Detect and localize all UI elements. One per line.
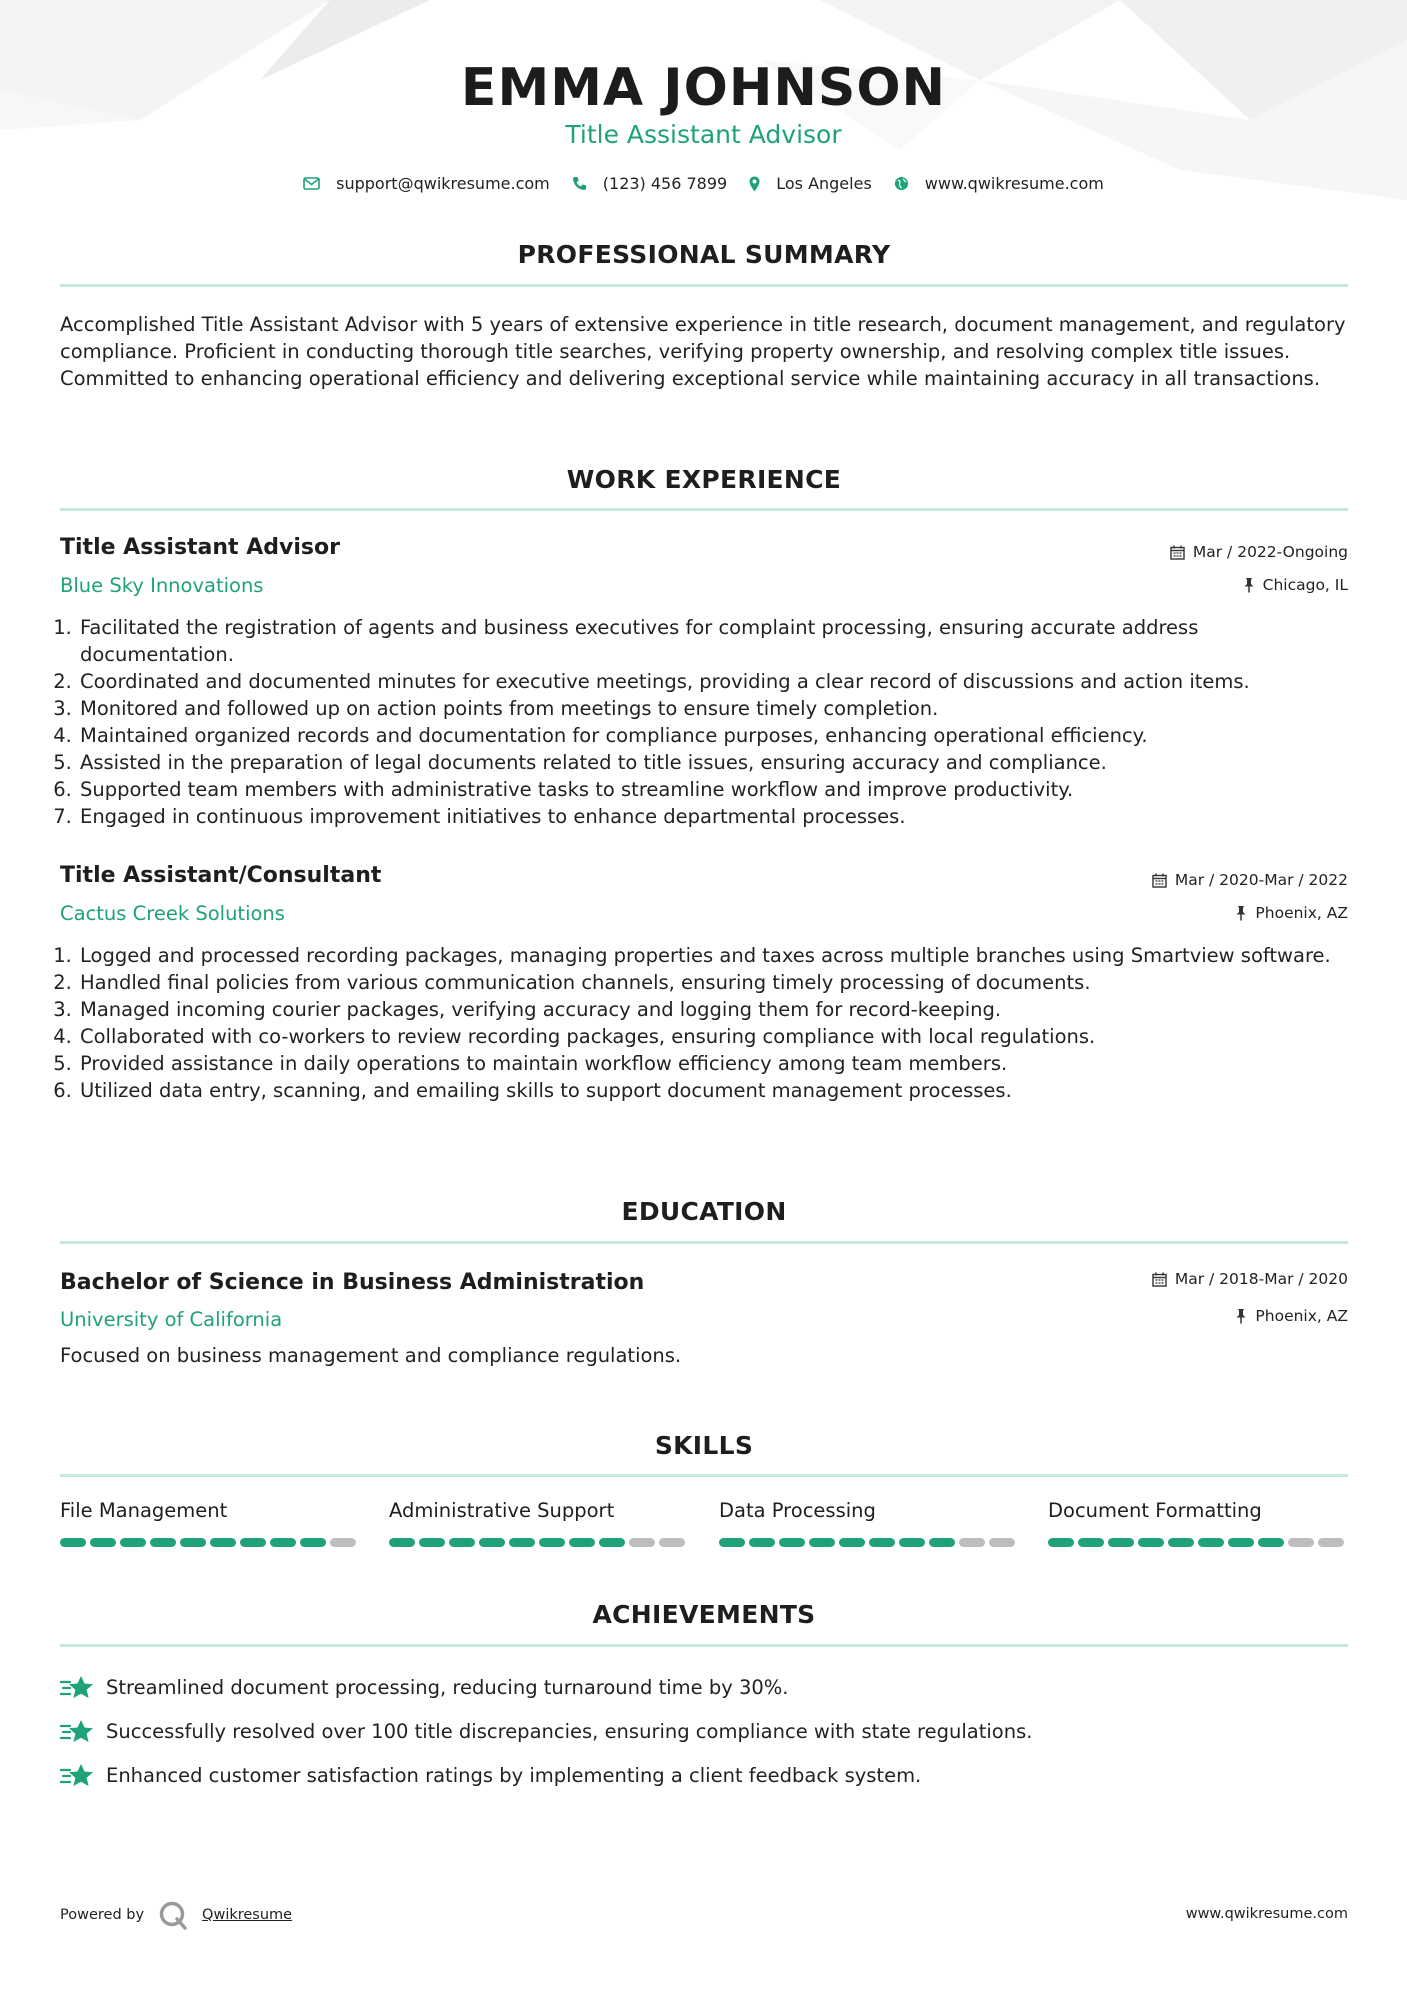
- candidate-name: EMMA JOHNSON: [460, 58, 947, 118]
- summary-heading: PROFESSIONAL SUMMARY: [517, 240, 891, 269]
- website-text: www.qwikresume.com: [924, 174, 1104, 193]
- qwikresume-logo-icon: [158, 1900, 188, 1930]
- skill-item: [1048, 1499, 1348, 1547]
- phone-text: (123) 456 7899: [602, 174, 728, 193]
- skill-level-segment-filled: [599, 1538, 625, 1547]
- skill-level-segment-filled: [270, 1538, 296, 1547]
- footer-website[interactable]: www.qwikresume.com: [1185, 1906, 1348, 1922]
- skill-level-segment-filled: [389, 1538, 415, 1547]
- achievement-text: Streamlined document processing, reducing turnaround time by 30%.: [106, 1675, 789, 1699]
- skill-level-segment-filled: [1228, 1538, 1254, 1547]
- list-item: 4. Maintained organized records and documentation for compliance purposes, enhancing operational efficiency.: [78, 722, 1348, 749]
- achievement-item: [60, 1674, 789, 1700]
- skill-name: File Management: [60, 1499, 228, 1522]
- skill-level-segment-filled: [1138, 1538, 1164, 1547]
- envelope-icon: [303, 177, 320, 190]
- job-dates-text: Mar / 2020-Mar / 2022: [1174, 871, 1348, 889]
- skill-level-segment-empty: [1318, 1538, 1344, 1547]
- skill-level-segment-filled: [449, 1538, 475, 1547]
- education-description: Focused on business management and compliance regulations.: [60, 1344, 682, 1367]
- skill-level-segment-filled: [60, 1538, 86, 1547]
- skill-level-segment-empty: [330, 1538, 356, 1547]
- list-item: 2. Handled final policies from various communication channels, ensuring timely processing of documents.: [78, 969, 1348, 996]
- skill-level-segment-filled: [929, 1538, 955, 1547]
- experience-heading: WORK EXPERIENCE: [566, 465, 842, 494]
- job-location-text: Phoenix, AZ: [1255, 904, 1348, 922]
- skill-level-segment-filled: [300, 1538, 326, 1547]
- skill-level-segment-filled: [839, 1538, 865, 1547]
- footer-powered-by: [60, 1900, 292, 1930]
- skill-level-segment-filled: [90, 1538, 116, 1547]
- location-text: Los Angeles: [776, 174, 872, 193]
- achievements-heading: ACHIEVEMENTS: [592, 1600, 816, 1629]
- achievement-text: Successfully resolved over 100 title discrepancies, ensuring compliance with state regulations.: [106, 1719, 1033, 1743]
- job-responsibilities: [60, 614, 1348, 830]
- list-item: 5. Assisted in the preparation of legal documents related to title issues, ensuring accuracy and compliance.: [78, 749, 1348, 776]
- skills-list: [60, 1499, 1348, 1559]
- skill-level-segment-empty: [629, 1538, 655, 1547]
- skill-name: Data Processing: [719, 1499, 876, 1522]
- skill-level-segment-filled: [1108, 1538, 1134, 1547]
- contact-website[interactable]: [894, 174, 1104, 193]
- skill-level-segment-filled: [1168, 1538, 1194, 1547]
- school-name: University of California: [60, 1308, 283, 1331]
- skill-level-segment-filled: [180, 1538, 206, 1547]
- summary-text: Accomplished Title Assistant Advisor with 5 years of extensive experience in title research, document management, and regulatory compliance. Proficient in conducting thorough title searches, verifying property ownership, and resolving complex title issues. Committed to enhancing operational efficiency and delivering exceptional service while maintaining accuracy in all transactions.: [60, 313, 1346, 390]
- skill-level-segment-filled: [749, 1538, 775, 1547]
- contact-email[interactable]: [303, 174, 550, 193]
- achievement-text: Enhanced customer satisfaction ratings by implementing a client feedback system.: [106, 1763, 922, 1787]
- skill-level-bar: [1048, 1538, 1348, 1547]
- skill-item: [60, 1499, 360, 1547]
- skill-level-segment-filled: [150, 1538, 176, 1547]
- skill-name: Administrative Support: [389, 1499, 615, 1522]
- qwikresume-link[interactable]: Qwikresume: [202, 1907, 293, 1923]
- contact-phone[interactable]: [572, 174, 727, 193]
- achievement-item: [60, 1718, 1032, 1744]
- list-item: 1. Logged and processed recording packages, managing properties and taxes across multiple branches using Smartview software.: [78, 942, 1348, 969]
- pushpin-icon: [1243, 577, 1255, 593]
- map-pin-icon: [749, 176, 760, 192]
- skill-level-segment-filled: [869, 1538, 895, 1547]
- job-dates: [1170, 543, 1348, 561]
- company-name: Cactus Creek Solutions: [60, 902, 285, 925]
- skill-level-segment-filled: [210, 1538, 236, 1547]
- list-item: 1. Facilitated the registration of agents and business executives for complaint processing, ensuring accurate address documentation.: [78, 614, 1348, 668]
- skill-level-segment-filled: [240, 1538, 266, 1547]
- company-name: Blue Sky Innovations: [60, 574, 264, 597]
- skill-level-segment-filled: [809, 1538, 835, 1547]
- phone-icon: [572, 176, 587, 191]
- skill-level-bar: [719, 1538, 1019, 1547]
- education-location-text: Phoenix, AZ: [1255, 1307, 1348, 1325]
- job-location: [1235, 904, 1348, 922]
- job-responsibilities: [60, 942, 1348, 1104]
- shooting-star-icon: [60, 1762, 94, 1788]
- shooting-star-icon: [60, 1718, 94, 1744]
- skill-level-segment-filled: [1078, 1538, 1104, 1547]
- job-title: Title Assistant/Consultant: [60, 863, 382, 888]
- skill-level-segment-filled: [419, 1538, 445, 1547]
- job-title: Title Assistant Advisor: [60, 535, 340, 560]
- skill-level-segment-empty: [659, 1538, 685, 1547]
- skill-level-segment-filled: [899, 1538, 925, 1547]
- skills-divider: [60, 1474, 1348, 1477]
- contact-bar: [0, 174, 1407, 193]
- calendar-icon: [1152, 1272, 1167, 1287]
- skill-level-segment-filled: [1258, 1538, 1284, 1547]
- skill-level-segment-filled: [539, 1538, 565, 1547]
- candidate-role: Title Assistant Advisor: [565, 120, 842, 149]
- list-item: 7. Engaged in continuous improvement initiatives to enhance departmental processes.: [78, 803, 1348, 830]
- degree-title: Bachelor of Science in Business Administration: [60, 1270, 645, 1295]
- skill-level-segment-empty: [1288, 1538, 1314, 1547]
- contact-location: [749, 174, 872, 193]
- education-location: [1235, 1307, 1348, 1325]
- job-location: [1243, 576, 1348, 594]
- summary-divider: [60, 284, 1348, 287]
- list-item: 3. Managed incoming courier packages, verifying accuracy and logging them for record-keeping.: [78, 996, 1348, 1023]
- list-item: 4. Collaborated with co-workers to review recording packages, ensuring compliance with local regulations.: [78, 1023, 1348, 1050]
- skill-level-segment-filled: [509, 1538, 535, 1547]
- skill-level-segment-filled: [569, 1538, 595, 1547]
- skill-level-segment-filled: [479, 1538, 505, 1547]
- list-item: 6. Supported team members with administrative tasks to streamline workflow and improve productivity.: [78, 776, 1348, 803]
- skill-item: [719, 1499, 1019, 1547]
- shooting-star-icon: [60, 1674, 94, 1700]
- list-item: 6. Utilized data entry, scanning, and emailing skills to support document management processes.: [78, 1077, 1348, 1104]
- skill-item: [389, 1499, 689, 1547]
- achievements-divider: [60, 1644, 1348, 1647]
- skill-level-segment-filled: [120, 1538, 146, 1547]
- calendar-icon: [1152, 873, 1167, 888]
- skill-level-segment-filled: [1048, 1538, 1074, 1547]
- job-dates: [1152, 871, 1348, 889]
- skill-name: Document Formatting: [1048, 1499, 1262, 1522]
- calendar-icon: [1170, 545, 1185, 560]
- skill-level-segment-filled: [779, 1538, 805, 1547]
- pushpin-icon: [1235, 1308, 1247, 1324]
- skill-level-segment-empty: [959, 1538, 985, 1547]
- globe-icon: [894, 176, 909, 191]
- skill-level-segment-filled: [1198, 1538, 1224, 1547]
- achievement-item: [60, 1762, 921, 1788]
- skill-level-segment-filled: [719, 1538, 745, 1547]
- skill-level-bar: [389, 1538, 689, 1547]
- list-item: 2. Coordinated and documented minutes for executive meetings, providing a clear record of discussions and action items.: [78, 668, 1348, 695]
- list-item: 3. Monitored and followed up on action points from meetings to ensure timely completion.: [78, 695, 1348, 722]
- education-divider: [60, 1241, 1348, 1244]
- job-location-text: Chicago, IL: [1262, 576, 1348, 594]
- email-text: support@qwikresume.com: [336, 174, 550, 193]
- list-item: 5. Provided assistance in daily operations to maintain workflow efficiency among team members.: [78, 1050, 1348, 1077]
- job-dates-text: Mar / 2022-Ongoing: [1192, 543, 1348, 561]
- pushpin-icon: [1235, 905, 1247, 921]
- education-dates: [1152, 1270, 1348, 1288]
- skills-heading: SKILLS: [654, 1431, 754, 1460]
- education-dates-text: Mar / 2018-Mar / 2020: [1174, 1270, 1348, 1288]
- experience-divider: [60, 508, 1348, 511]
- skill-level-bar: [60, 1538, 360, 1547]
- education-heading: EDUCATION: [621, 1197, 787, 1226]
- skill-level-segment-empty: [989, 1538, 1015, 1547]
- powered-by-label: Powered by: [60, 1907, 145, 1923]
